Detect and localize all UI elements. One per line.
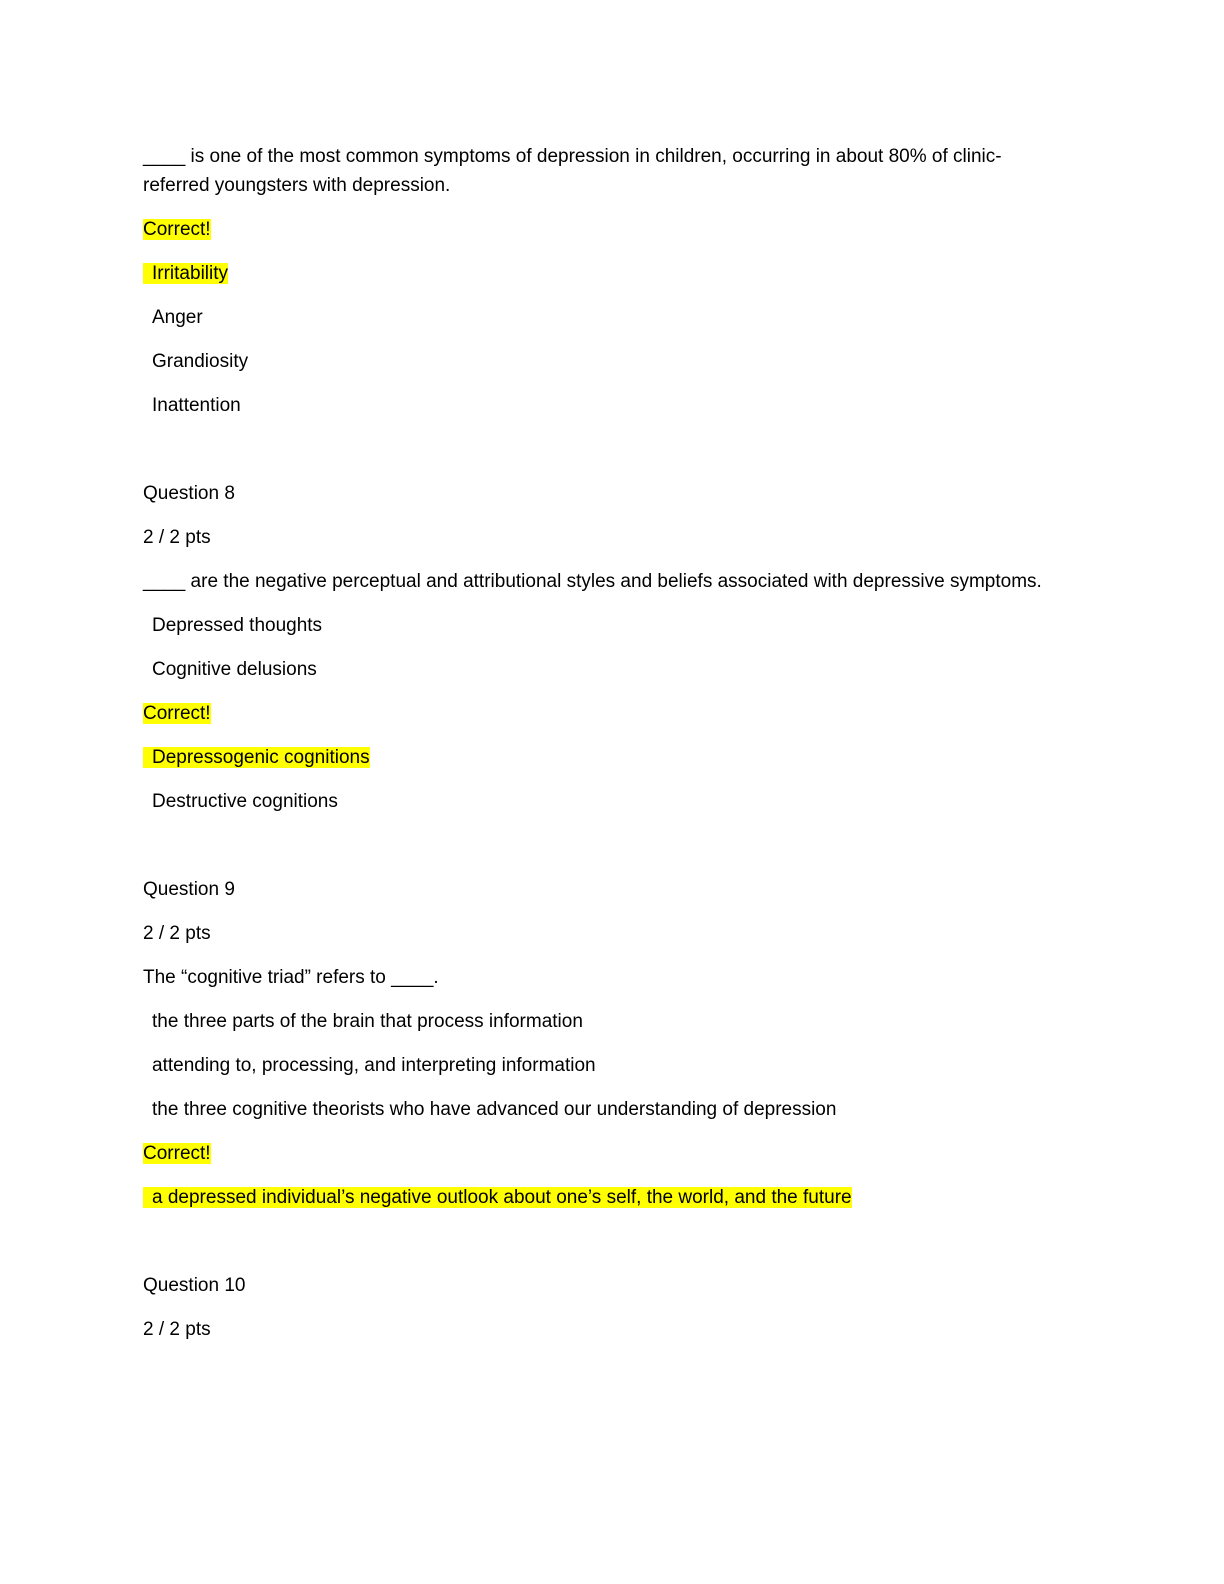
question-10 bbox=[143, 1271, 1053, 1344]
answer-option: Grandiosity bbox=[152, 351, 249, 372]
question-8-prompt: ____ are the negative perceptual and attributional styles and beliefs associated with depressive symptoms. bbox=[143, 571, 1042, 592]
spacer bbox=[143, 1227, 1053, 1271]
answer-option-text: Irritability bbox=[143, 263, 228, 284]
question-8 bbox=[143, 479, 1053, 816]
correct-marker bbox=[143, 215, 1053, 244]
correct-label: Correct! bbox=[143, 703, 211, 724]
question-7-prompt: ____ is one of the most common symptoms of depression in children, occurring in about 80% of clinic-referred youngsters with depression. bbox=[143, 146, 1002, 196]
answer-option: the three parts of the brain that process information bbox=[152, 1011, 583, 1032]
answer-option: Inattention bbox=[152, 395, 241, 416]
answer-option-correct bbox=[143, 1183, 1053, 1212]
answer-option: Destructive cognitions bbox=[152, 791, 338, 812]
question-8-points: 2 / 2 pts bbox=[143, 527, 211, 548]
correct-label: Correct! bbox=[143, 219, 211, 240]
spacer bbox=[143, 435, 1053, 479]
document-page bbox=[143, 142, 1053, 1359]
question-7 bbox=[143, 142, 1053, 420]
answer-option-correct bbox=[143, 743, 1053, 772]
correct-label: Correct! bbox=[143, 1143, 211, 1164]
answer-option-text: a depressed individual’s negative outlook about one’s self, the world, and the future bbox=[143, 1187, 852, 1208]
answer-option-text: Depressogenic cognitions bbox=[143, 747, 370, 768]
question-9-points: 2 / 2 pts bbox=[143, 923, 211, 944]
question-9 bbox=[143, 875, 1053, 1212]
answer-option: the three cognitive theorists who have advanced our understanding of depression bbox=[152, 1099, 837, 1120]
question-9-prompt: The “cognitive triad” refers to ____. bbox=[143, 967, 439, 988]
question-10-points: 2 / 2 pts bbox=[143, 1319, 211, 1340]
question-8-title: Question 8 bbox=[143, 483, 235, 504]
answer-option: Anger bbox=[152, 307, 203, 328]
correct-marker bbox=[143, 1139, 1053, 1168]
answer-option: Cognitive delusions bbox=[152, 659, 317, 680]
answer-option: Depressed thoughts bbox=[152, 615, 323, 636]
correct-marker bbox=[143, 699, 1053, 728]
spacer bbox=[143, 831, 1053, 875]
question-10-title: Question 10 bbox=[143, 1275, 246, 1296]
question-9-title: Question 9 bbox=[143, 879, 235, 900]
answer-option: attending to, processing, and interpreting information bbox=[152, 1055, 596, 1076]
answer-option-correct bbox=[143, 259, 1053, 288]
